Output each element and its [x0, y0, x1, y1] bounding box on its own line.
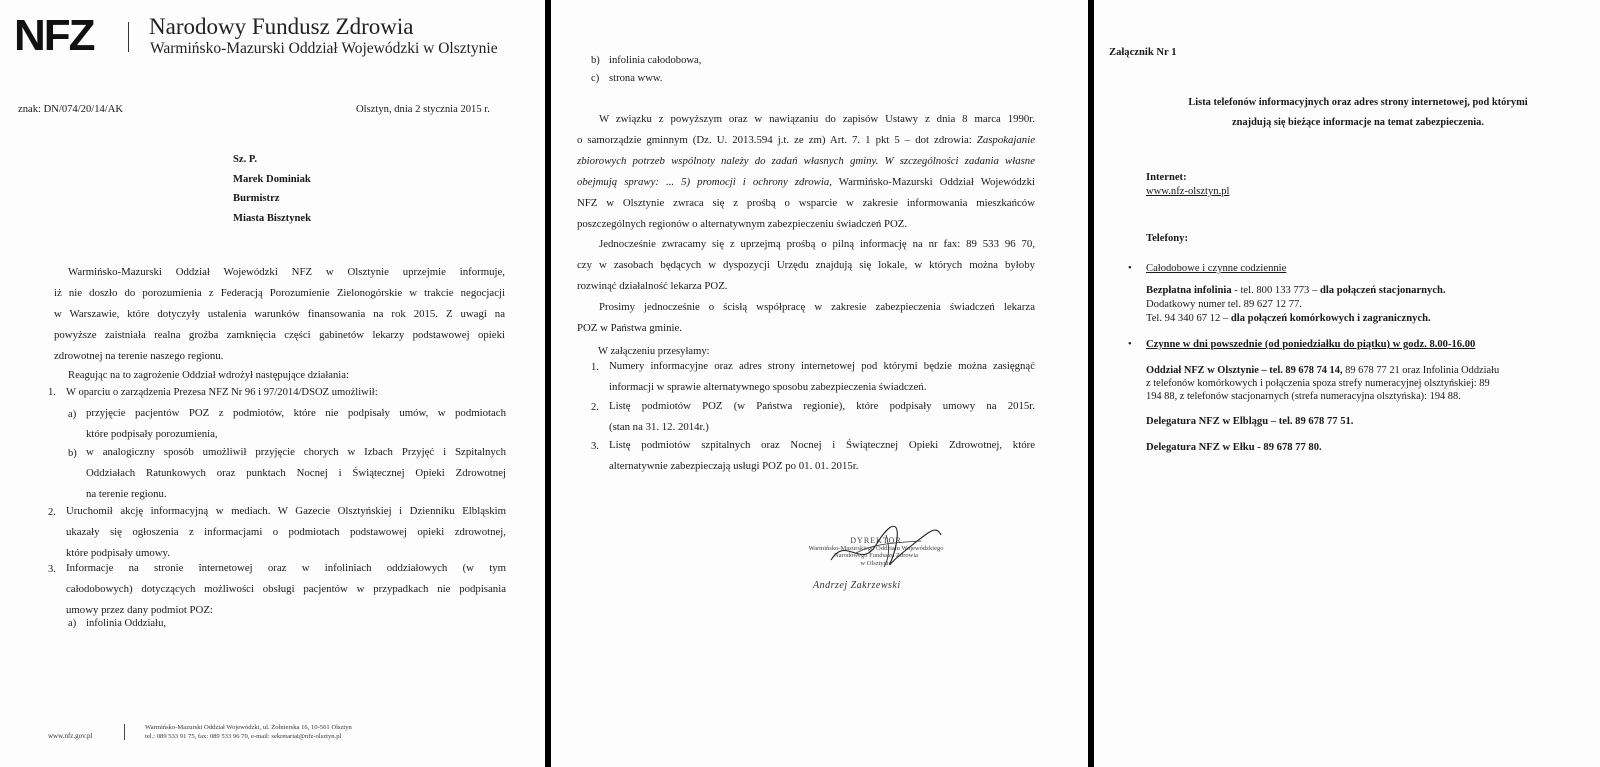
paragraph-line: umowy przez dany podmiot POZ:	[66, 604, 213, 616]
extra-number: Dodatkowy numer tel. 89 627 12 77.	[1146, 299, 1302, 310]
paragraph-line: Jednocześnie zwracamy się z uprzejmą prośbą o pilną informację na nr fax: 89 533 96 70,	[599, 238, 1035, 250]
paragraph-line: rozwinąć działalność lekarza POZ.	[577, 280, 728, 292]
action-item-1b	[86, 442, 506, 505]
paragraph-line: całodobowych) dotyczących możliwości obsługi pacjentów w przypadkach nie podpisania	[66, 583, 506, 595]
paragraph-line-text: Warmińsko-Mazurski Oddział Wojewódzki	[831, 176, 1035, 188]
attachment-item-3	[609, 435, 1035, 477]
paragraph-line: Warmińsko-Mazurski Oddział Wojewódzki NFZ w Olsztynie uprzejmie informuje,	[68, 266, 505, 278]
stamp-line: w Olsztynie	[860, 559, 892, 567]
attachment-page	[1094, 0, 1600, 767]
footer-divider	[124, 724, 125, 740]
hotline-line	[1146, 285, 1446, 297]
signature-scribble	[826, 515, 946, 575]
olsztyn-office: Oddział NFZ w Olsztynie – tel. 89 678 74 14,	[1146, 365, 1343, 376]
action-item-3c: strona www.	[609, 73, 663, 84]
statute-quote-line: zbiorowych potrzeb wspólnoty należy do zadań własnych gminy. W szczególności zadania własne	[577, 155, 1035, 167]
org-branch: Warmińsko-Mazurski Oddział Wojewódzki w Olsztynie	[150, 40, 498, 57]
paragraph-line-text: o samorządzie gminnym (Dz. U. 2013.594 j.t. ze zm) Art. 7. 1 pkt 5 – dot zdrowia:	[577, 134, 977, 146]
mobile-line	[1146, 313, 1431, 325]
hotline-note: dla połączeń stacjonarnych.	[1319, 285, 1446, 296]
paragraph-line: poszczególnych regionów o alternatywnym zabezpieczeniu świadczeń POZ.	[577, 218, 908, 230]
paragraph-line: alternatywnie zabezpieczają usługi POZ po 01. 01. 2015r.	[609, 460, 859, 472]
paragraph-line: W związku z powyższym oraz w nawiązaniu do zapisów Ustawy z dnia 8 marca 1990r.	[599, 113, 1035, 125]
list-letter: c)	[591, 73, 600, 84]
stamp-line: Warmińsko-Mazurskiego Oddziału Wojewódzkiego	[808, 544, 944, 552]
addressee-line: Sz. P.	[233, 154, 258, 165]
footer-address	[145, 724, 352, 741]
paragraph-line: na terenie regionu.	[86, 488, 167, 500]
phones-label: Telefony:	[1146, 233, 1188, 244]
signatory-name: Andrzej Zakrzewski	[813, 580, 901, 591]
intro-paragraph	[54, 283, 505, 367]
paragraph-line: Informacje na stronie internetowej oraz w infoliniach oddziałowych (w tym	[66, 562, 506, 574]
bullet-weekdays: Czynne w dni powszednie (od poniedziałku do piątku) w godz. 8.00-16.00	[1146, 339, 1476, 350]
paragraph-line: czy w zasobach będących w dyspozycji Urzędu znajdują się lokale, w których można byłoby	[577, 259, 1035, 271]
attachment-item-2	[609, 396, 1035, 438]
addressee-line: Burmistrz	[233, 193, 280, 204]
paragraph-line: POZ w Państwa gminie.	[577, 322, 682, 334]
paragraph-line: Prosimy jednocześnie o ścisłą współpracę w zakresie zabezpieczenia świadczeń lekarza	[599, 301, 1035, 313]
cooperation-paragraph	[577, 297, 1035, 339]
intro-paragraph-first	[54, 262, 505, 283]
footer-website: www.nfz.gov.pl	[48, 732, 93, 740]
action-item-3a: infolinia Oddziału,	[86, 618, 167, 629]
letter-page-1	[0, 0, 545, 767]
olsztyn-line	[1146, 364, 1499, 377]
place-date: Olsztyn, dnia 2 stycznia 2015 r.	[356, 104, 490, 115]
paragraph-line: w analogiczny sposób umożliwił przyjęcie chorych w Izbach Przyjęć i Szpitalnych	[86, 446, 506, 458]
footer-address-line: Warmińsko-Mazurski Oddział Wojewódzki, ul. Żołnierska 16, 10-561 Olsztyn	[145, 724, 352, 731]
paragraph-line	[577, 172, 1035, 193]
statute-quote: Zaspokajanie	[976, 134, 1035, 146]
paragraph-line: iż nie doszło do porozumienia z Federacją Porozumienie Zielonogórskie w trakcie negocjacji	[54, 287, 505, 299]
paragraph-line: NFZ w Olsztynie zwraca się z prośbą o wsparcie w zakresie informowania mieszkańców	[577, 197, 1035, 209]
list-number: 3.	[591, 441, 599, 452]
mobile-note: dla połączeń komórkowych i zagranicznych.	[1230, 313, 1431, 324]
paragraph-line: Numery informacyjne oraz adres strony internetowej pod którymi będzie można zasięgnąć	[609, 360, 1035, 372]
olsztyn-line: 194 88, z telefonów stacjonarnych (strefa numeracyjna olsztyńska): 194 88.	[1146, 391, 1461, 402]
paragraph-line: Listę podmiotów POZ (w Państwa regionie), które podpisały umowy na 2015r.	[609, 400, 1035, 412]
olsztyn-block	[1146, 364, 1499, 403]
hotline-number: - tel. 800 133 773 –	[1231, 285, 1320, 296]
olsztyn-numbers: 89 678 77 21 oraz Infolinia Oddziału	[1342, 365, 1500, 376]
letter-page-2	[551, 0, 1088, 767]
internet-label: Internet:	[1146, 172, 1187, 183]
action-item-3b: infolinia całodobowa,	[609, 55, 702, 66]
statute-paragraph	[577, 109, 1035, 235]
paragraph-line: które podpisały porozumienia,	[86, 428, 218, 440]
reference-number: znak: DN/074/20/14/AK	[18, 104, 124, 115]
elblag-office: Delegatura NFZ w Elblągu – tel. 89 678 77 51.	[1146, 416, 1354, 427]
bullet-24h: Całodobowe i czynne codziennie	[1146, 263, 1287, 274]
attachments-intro: W załączeniu przesyłamy:	[598, 346, 710, 357]
list-letter: a)	[68, 409, 77, 420]
list-number: 2.	[591, 402, 599, 413]
heading-line: Lista telefonów informacyjnych oraz adres strony internetowej, pod którymi	[1188, 97, 1528, 108]
paragraph-line: Listę podmiotów szpitalnych oraz Nocnej i Świątecznej Opieki Zdrowotnej, które	[609, 439, 1035, 451]
org-name: Narodowy Fundusz Zdrowia	[149, 14, 414, 39]
list-letter: b)	[591, 55, 600, 66]
mobile-number: Tel. 94 340 67 12 –	[1146, 313, 1231, 324]
paragraph-line: Uruchomił akcję informacyjną w mediach. W Gazecie Olsztyńskiej i Dzienniku Elbląskim	[66, 505, 506, 517]
paragraph-line: informacji w sprawie alternatywnego sposobu zabezpieczenia świadczeń.	[609, 381, 927, 393]
paragraph-line: ukazały się ogłoszenia z informacjami o podmiotach podstawowej opieki zdrowotnej,	[66, 526, 506, 538]
nfz-logo: NFZ	[14, 11, 94, 60]
list-number: 1.	[591, 362, 599, 373]
bullet-icon: •	[1128, 339, 1132, 350]
paragraph-line	[577, 130, 1035, 151]
action-item-3	[66, 558, 506, 621]
heading-line: znajdują się bieżące informacje na temat zabezpieczenia.	[1232, 117, 1484, 128]
footer-address-line: tel.: 089 533 91 75, fax: 089 533 96 70, e-mail: sekretariat@nfz-olsztyn.pl	[145, 732, 342, 740]
paragraph-line: (stan na 31. 12. 2014r.)	[609, 421, 709, 433]
action-item-1a	[86, 403, 506, 445]
action-item-1: W oparciu o zarządzenia Prezesa NFZ Nr 96 i 97/2014/DSOZ umożliwił:	[66, 387, 378, 398]
header-divider	[128, 22, 129, 52]
paragraph-line: przyjęcie pacjentów POZ z podmiotów, które nie podpisały umów, w podmiotach	[86, 407, 506, 419]
paragraph-line: które podpisały umowy.	[66, 547, 170, 559]
paragraph-line: zdrowotnej na terenie naszego regionu.	[54, 350, 224, 362]
olsztyn-line: z telefonów komórkowych i połączenia spoza strefy numeracyjnej olsztyńskiej: 89	[1146, 378, 1490, 389]
bullet-icon: •	[1128, 263, 1132, 274]
hotline-label: Bezpłatna infolinia	[1146, 285, 1232, 296]
attachment-item-1	[609, 356, 1035, 398]
actions-intro: Reagując na to zagrożenie Oddział wdrożył następujące działania:	[68, 370, 349, 381]
addressee-line: Marek Dominiak	[233, 173, 311, 185]
list-letter: a)	[68, 618, 77, 629]
stamp-line: Narodowego Funduszu Zdrowia	[833, 552, 919, 559]
request-paragraph	[577, 234, 1035, 297]
paragraph-line: Oddziałach Ratunkowych oraz punktach Nocnej i Świątecznej Opieki Zdrowotnej	[86, 467, 506, 479]
statute-quote: obejmują sprawy: ... 5) promocji i ochrony zdrowia,	[577, 176, 832, 188]
internet-link[interactable]: www.nfz-olsztyn.pl	[1146, 186, 1230, 197]
addressee-line: Miasta Bisztynek	[233, 212, 311, 224]
paragraph-line: powyższe zaistniała realna groźba zamknięcia części gabinetów lekarzy podstawowej opieki	[54, 329, 505, 341]
list-number: 1.	[48, 387, 56, 398]
stamp-line: DYREKTOR	[850, 536, 902, 545]
elk-office: Delegatura NFZ w Ełku - 89 678 77 80.	[1146, 442, 1322, 453]
list-letter: b)	[68, 448, 77, 459]
attachment-heading	[1094, 93, 1600, 133]
paragraph-line: w Warszawie, które dotyczyły ustalenia warunków finansowania na rok 2015. Z uwagi na	[54, 308, 505, 320]
list-number: 3.	[48, 564, 56, 575]
list-number: 2.	[48, 507, 56, 518]
addressee-block	[233, 150, 311, 228]
attachment-title: Załącznik Nr 1	[1109, 47, 1177, 58]
action-item-2	[66, 501, 506, 564]
